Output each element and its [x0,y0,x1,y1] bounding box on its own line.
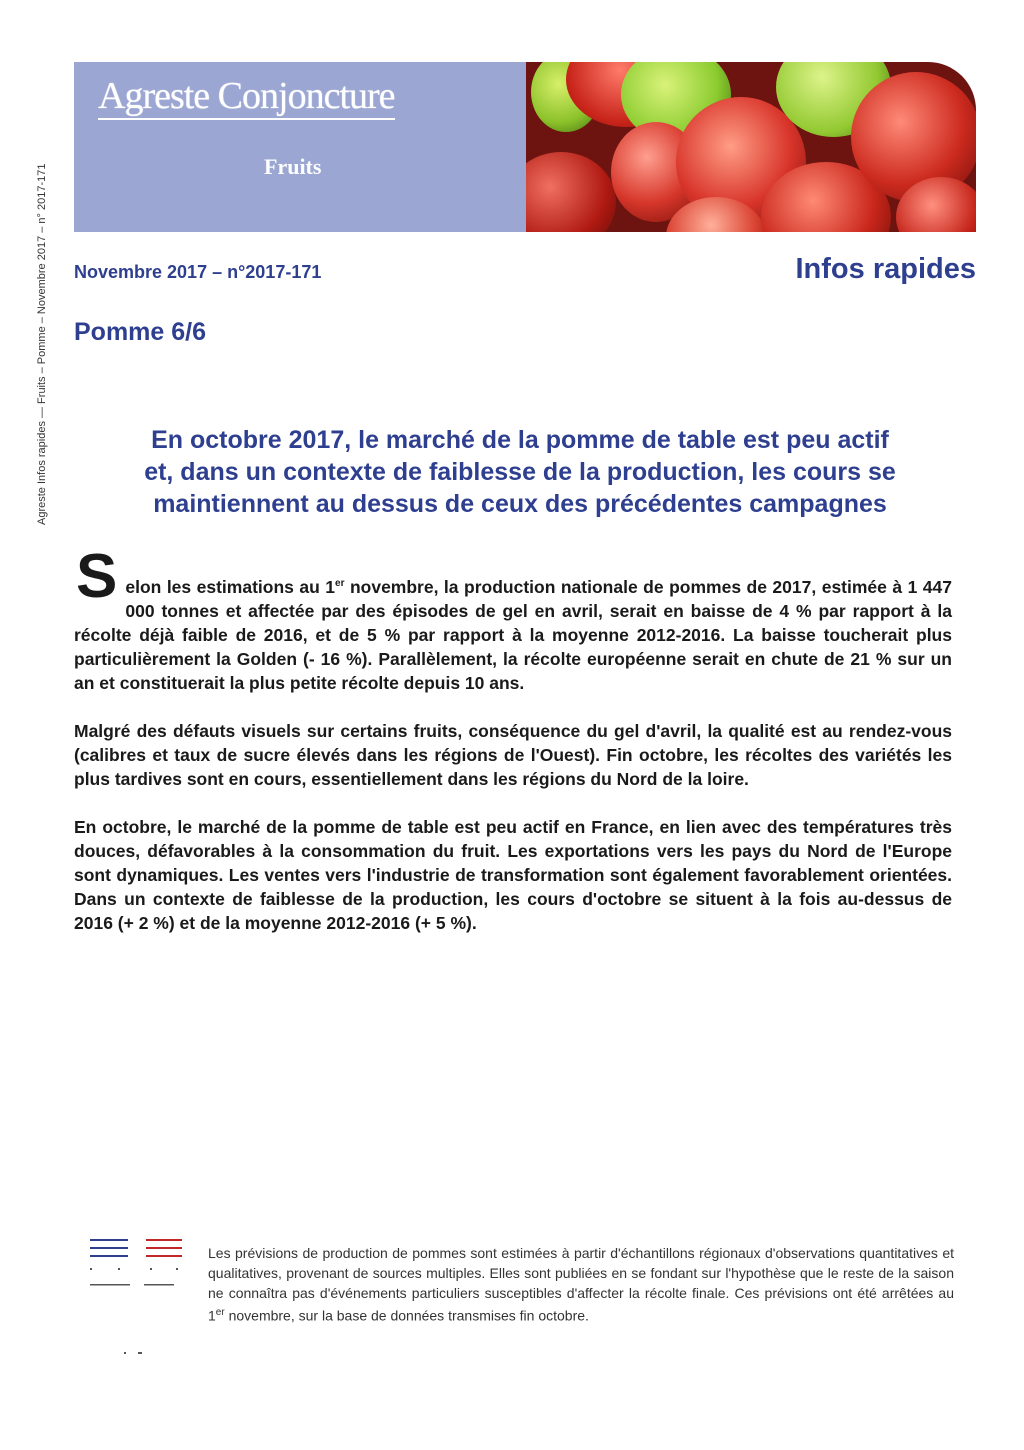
banner-subtitle: Fruits [264,154,322,179]
footnote-superscript: er [215,1307,225,1318]
footnote-start: Les prévisions de production de pommes sont estimées à partir d'échantillons régionaux d'observations quantitatives et qualitatives, provenant de sources multiples. Elles sont publiées en se fondant sur l'hypothèse que le reste de la saison ne connaîtra pas d'événements particuliers susceptibles d'affecter la récolte finale. Ces prévisions ont été arrêtées au 1 [208,1245,954,1324]
headline-line-3: maintiennent au dessus de ceux des précédentes campagnes [153,490,887,518]
header-banner [74,62,976,232]
ordinal-superscript: er [335,578,345,589]
issue-date: Novembre 2017 – n°2017-171 [74,262,322,282]
article-body [74,542,953,959]
side-running-header: Agreste Infos rapides — Fruits – Pomme – Novembre 2017 – n° 2017-171 [36,163,48,525]
paragraph-3: En octobre, le marché de la pomme de table est peu actif en France, en lien avec des températures très douces, défavorables à la consommation du fruit. Les exportations vers les pays du Nord de l'Europe sont dynamiques. Les ventes vers l'industrie de transformation sont également favorablement orientées. Dans un contexte de faiblesse de la production, les cours d'octobre se situent à la fois au-dessus de 2016 (+ 2 %) et de la moyenne 2012-2016 (+ 5 %). [74,816,952,933]
drop-cap: S [76,542,118,611]
ministry-logo [88,1234,188,1364]
apples-photo [526,62,976,232]
brand-title: Agreste Conjoncture [98,76,395,120]
headline-line-1: En octobre 2017, le marché de la pomme de table est peu actif [151,426,889,454]
paragraph-1-rest: novembre, la production nationale de pommes de 2017, estimée à 1 447 000 tonnes et affectée par des épisodes de gel en avril, serait en baisse de 4 % par rapport à la récolte déjà faible de 2016, et de 5 % par rapport à la moyenne 2012-2016. La baisse toucherait plus particulièrement la Golden (- 16 %). Parallèlement, la récolte européenne serait en chute de 21 % sur un an et constituerait la plus petite récolte depuis 10 ans. [74,576,953,693]
publication-type: Infos rapides [795,253,976,285]
headline [80,424,960,520]
page-title: Pomme 6/6 [74,318,207,346]
paragraph-1 [74,542,953,695]
banner-brand-panel [74,62,526,232]
footnote-end: novembre, sur la base de données transmises fin octobre. [224,1307,589,1324]
headline-line-2: et, dans un contexte de faiblesse de la production, les cours se [144,458,896,486]
paragraph-2: Malgré des défauts visuels sur certains fruits, conséquence du gel d'avril, la qualité est au rendez-vous (calibres et taux de sucre élevés dans les régions de l'Ouest). Fin octobre, les récoltes des variétés les plus tardives sont en cours, essentiellement dans les régions du Nord de la loire. [74,720,952,789]
methodology-footnote [208,1243,954,1326]
paragraph-1-start: elon les estimations au 1 [125,576,336,597]
